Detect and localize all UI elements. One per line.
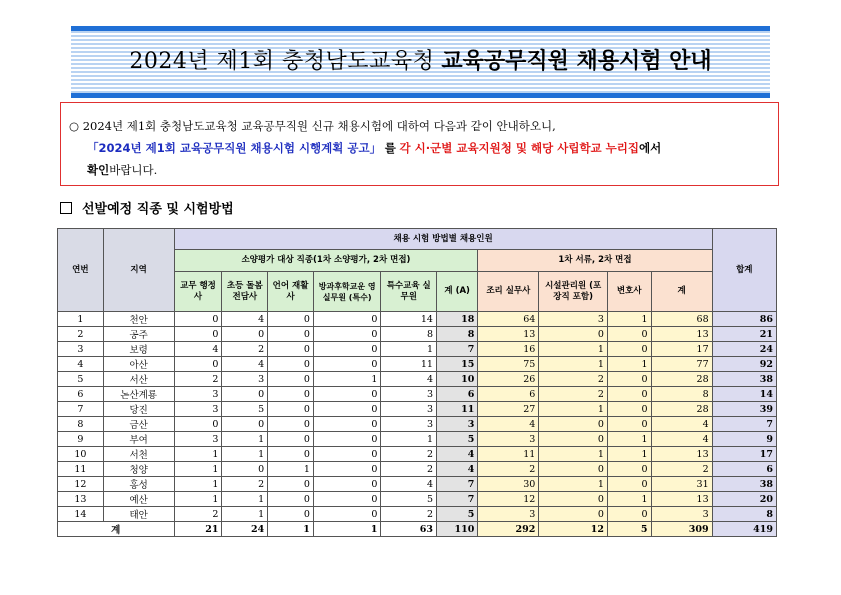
table-cell: 4 <box>651 432 712 447</box>
table-cell: 6 <box>712 462 776 477</box>
notice-confirm: 확인 <box>87 163 110 177</box>
table-cell: 1 <box>268 462 314 477</box>
total-cell: 24 <box>222 522 268 537</box>
table-cell: 3 <box>539 312 608 327</box>
row-number: 12 <box>58 477 104 492</box>
table-row <box>58 462 777 477</box>
table-cell: 0 <box>268 312 314 327</box>
table-cell: 38 <box>712 372 776 387</box>
header-region: 지역 <box>103 229 174 312</box>
table-cell: 3 <box>174 432 222 447</box>
table-cell: 4 <box>436 447 477 462</box>
row-region: 아산 <box>103 357 174 372</box>
table-cell: 10 <box>436 372 477 387</box>
table-cell: 92 <box>712 357 776 372</box>
table-cell: 7 <box>436 492 477 507</box>
table-cell: 8 <box>712 507 776 522</box>
table-cell: 0 <box>607 402 651 417</box>
table-row <box>58 402 777 417</box>
row-number: 11 <box>58 462 104 477</box>
table-cell: 6 <box>436 387 477 402</box>
table-row <box>58 327 777 342</box>
title-banner <box>71 26 770 98</box>
table-cell: 1 <box>539 402 608 417</box>
col-header: 초등 돌봄 전담사 <box>222 272 268 312</box>
table-cell: 0 <box>268 417 314 432</box>
table-cell: 7 <box>436 342 477 357</box>
table-cell: 0 <box>313 447 381 462</box>
total-cell: 1 <box>268 522 314 537</box>
row-number: 6 <box>58 387 104 402</box>
table-row <box>58 432 777 447</box>
table-cell: 0 <box>222 417 268 432</box>
table-cell: 2 <box>174 372 222 387</box>
table-cell: 5 <box>436 432 477 447</box>
row-number: 3 <box>58 342 104 357</box>
table-cell: 20 <box>712 492 776 507</box>
table-cell: 1 <box>607 432 651 447</box>
row-region: 부여 <box>103 432 174 447</box>
table-cell: 8 <box>381 327 437 342</box>
total-label: 계 <box>58 522 175 537</box>
table-cell: 3 <box>651 507 712 522</box>
table-cell: 2 <box>222 477 268 492</box>
row-region: 당진 <box>103 402 174 417</box>
table-cell: 1 <box>313 372 381 387</box>
row-region: 천안 <box>103 312 174 327</box>
row-region: 서산 <box>103 372 174 387</box>
table-cell: 1 <box>607 447 651 462</box>
notice-box <box>60 102 779 186</box>
col-header: 조리 실무사 <box>478 272 539 312</box>
page-title-plain: 2024년 제1회 충청남도교육청 <box>129 49 435 74</box>
row-region: 공주 <box>103 327 174 342</box>
table-cell: 0 <box>313 402 381 417</box>
table-cell: 0 <box>313 492 381 507</box>
table-cell: 2 <box>381 462 437 477</box>
website-reference: 각 시·군별 교육지원청 및 해당 사립학교 누리집 <box>399 141 639 155</box>
table-cell: 11 <box>436 402 477 417</box>
table-cell: 0 <box>313 462 381 477</box>
col-header: 시설관리원 (포장직 포함) <box>539 272 608 312</box>
table-cell: 0 <box>222 387 268 402</box>
table-cell: 3 <box>436 417 477 432</box>
table-cell: 0 <box>313 312 381 327</box>
table-cell: 7 <box>712 417 776 432</box>
table-cell: 13 <box>478 327 539 342</box>
table-cell: 0 <box>313 387 381 402</box>
table-cell: 0 <box>313 327 381 342</box>
table-cell: 1 <box>222 492 268 507</box>
table-cell: 7 <box>436 477 477 492</box>
table-cell: 0 <box>313 432 381 447</box>
table-cell: 0 <box>268 492 314 507</box>
header-total: 합계 <box>712 229 776 312</box>
row-number: 2 <box>58 327 104 342</box>
table-cell: 1 <box>174 492 222 507</box>
table-cell: 0 <box>268 447 314 462</box>
table-cell: 38 <box>712 477 776 492</box>
table-cell: 24 <box>712 342 776 357</box>
table-cell: 4 <box>174 342 222 357</box>
table-cell: 14 <box>381 312 437 327</box>
table-cell: 2 <box>381 447 437 462</box>
table-cell: 0 <box>539 432 608 447</box>
table-cell: 0 <box>174 417 222 432</box>
total-cell: 1 <box>313 522 381 537</box>
page-title <box>71 31 770 93</box>
notice-particle: 를 <box>384 141 396 155</box>
table-cell: 28 <box>651 402 712 417</box>
table-cell: 28 <box>651 372 712 387</box>
table-cell: 11 <box>381 357 437 372</box>
table-cell: 0 <box>539 462 608 477</box>
table-cell: 3 <box>381 417 437 432</box>
table-cell: 0 <box>607 372 651 387</box>
table-cell: 0 <box>174 327 222 342</box>
total-cell: 309 <box>651 522 712 537</box>
table-row <box>58 312 777 327</box>
total-cell: 110 <box>436 522 477 537</box>
table-cell: 1 <box>174 462 222 477</box>
table-cell: 0 <box>268 327 314 342</box>
table-cell: 77 <box>651 357 712 372</box>
table-row <box>58 372 777 387</box>
notice-line-1: ○ 2024년 제1회 충청남도교육청 교육공무직원 신규 채용시험에 대하여 다음과 같이 안내하오니, <box>69 119 556 133</box>
row-number: 8 <box>58 417 104 432</box>
table-cell: 13 <box>651 492 712 507</box>
table-cell: 0 <box>607 342 651 357</box>
row-number: 4 <box>58 357 104 372</box>
col-header: 언어 재활사 <box>268 272 314 312</box>
table-cell: 3 <box>222 372 268 387</box>
table-cell: 5 <box>222 402 268 417</box>
table-cell: 75 <box>478 357 539 372</box>
table-cell: 12 <box>478 492 539 507</box>
row-region: 태안 <box>103 507 174 522</box>
table-cell: 30 <box>478 477 539 492</box>
table-cell: 0 <box>268 357 314 372</box>
table-cell: 0 <box>268 507 314 522</box>
table-row <box>58 447 777 462</box>
table-cell: 2 <box>651 462 712 477</box>
table-cell: 0 <box>607 327 651 342</box>
table-cell: 17 <box>712 447 776 462</box>
header-method: 채용 시험 방법별 채용인원 <box>174 229 712 250</box>
recruitment-table <box>57 228 777 537</box>
total-cell: 63 <box>381 522 437 537</box>
row-number: 5 <box>58 372 104 387</box>
table-cell: 3 <box>174 387 222 402</box>
table-cell: 0 <box>607 387 651 402</box>
table-cell: 1 <box>607 357 651 372</box>
table-cell: 1 <box>222 507 268 522</box>
table-cell: 1 <box>607 312 651 327</box>
table-cell: 0 <box>222 462 268 477</box>
header-group-document: 1차 서류, 2차 면접 <box>478 250 712 272</box>
table-cell: 6 <box>478 387 539 402</box>
table-cell: 0 <box>174 357 222 372</box>
table-cell: 5 <box>436 507 477 522</box>
table-cell: 0 <box>268 342 314 357</box>
col-header: 변호사 <box>607 272 651 312</box>
total-row <box>58 522 777 537</box>
table-cell: 0 <box>539 507 608 522</box>
table-cell: 2 <box>222 342 268 357</box>
table-cell: 3 <box>478 432 539 447</box>
table-cell: 64 <box>478 312 539 327</box>
table-cell: 0 <box>313 477 381 492</box>
table-cell: 21 <box>712 327 776 342</box>
page-title-bold: 교육공무직원 채용시험 안내 <box>441 49 712 74</box>
table-cell: 31 <box>651 477 712 492</box>
table-cell: 0 <box>313 357 381 372</box>
table-cell: 0 <box>607 507 651 522</box>
table-cell: 0 <box>539 417 608 432</box>
table-cell: 5 <box>381 492 437 507</box>
row-region: 홍성 <box>103 477 174 492</box>
row-number: 1 <box>58 312 104 327</box>
table-cell: 4 <box>478 417 539 432</box>
table-cell: 0 <box>607 477 651 492</box>
table-cell: 9 <box>712 432 776 447</box>
table-cell: 0 <box>268 402 314 417</box>
table-cell: 4 <box>381 477 437 492</box>
table-cell: 8 <box>651 387 712 402</box>
col-header: 방과후학교운 영실무원 (특수) <box>313 272 381 312</box>
table-row <box>58 477 777 492</box>
total-cell: 419 <box>712 522 776 537</box>
notice-line-2 <box>69 137 770 159</box>
total-cell: 5 <box>607 522 651 537</box>
total-cell: 21 <box>174 522 222 537</box>
table-cell: 0 <box>539 492 608 507</box>
table-cell: 86 <box>712 312 776 327</box>
col-header: 교무 행정사 <box>174 272 222 312</box>
table-cell: 1 <box>222 447 268 462</box>
table-cell: 1 <box>381 342 437 357</box>
table-cell: 4 <box>222 312 268 327</box>
col-header: 계 (A) <box>436 272 477 312</box>
table-row <box>58 417 777 432</box>
table-cell: 18 <box>436 312 477 327</box>
table-cell: 4 <box>651 417 712 432</box>
table-cell: 3 <box>381 402 437 417</box>
row-number: 10 <box>58 447 104 462</box>
table-cell: 0 <box>268 372 314 387</box>
table-cell: 2 <box>539 372 608 387</box>
table-cell: 2 <box>478 462 539 477</box>
table-row <box>58 357 777 372</box>
table-cell: 0 <box>222 327 268 342</box>
row-number: 14 <box>58 507 104 522</box>
col-header: 계 <box>651 272 712 312</box>
row-number: 9 <box>58 432 104 447</box>
announcement-title: 「2024년 제1회 교육공무직원 채용시험 시행계획 공고」 <box>87 141 382 155</box>
table-cell: 1 <box>174 447 222 462</box>
notice-line-3 <box>69 159 770 181</box>
total-cell: 12 <box>539 522 608 537</box>
notice-particle-end: 에서 <box>639 141 662 155</box>
table-cell: 4 <box>436 462 477 477</box>
row-region: 보령 <box>103 342 174 357</box>
table-cell: 0 <box>174 312 222 327</box>
table-cell: 0 <box>607 462 651 477</box>
table-cell: 0 <box>313 417 381 432</box>
table-cell: 2 <box>381 507 437 522</box>
table-cell: 27 <box>478 402 539 417</box>
table-cell: 1 <box>539 477 608 492</box>
table-cell: 0 <box>268 477 314 492</box>
section-title: 선발예정 직종 및 시험방법 <box>82 202 234 217</box>
checkbox-bullet-icon <box>60 202 72 214</box>
table-cell: 1 <box>607 492 651 507</box>
table-cell: 39 <box>712 402 776 417</box>
table-cell: 1 <box>381 432 437 447</box>
table-cell: 4 <box>381 372 437 387</box>
row-region: 금산 <box>103 417 174 432</box>
table-cell: 1 <box>222 432 268 447</box>
table-cell: 1 <box>539 342 608 357</box>
col-header: 특수교육 실무원 <box>381 272 437 312</box>
table-cell: 4 <box>222 357 268 372</box>
section-heading <box>60 198 234 217</box>
row-region: 예산 <box>103 492 174 507</box>
notice-request: 바랍니다. <box>109 163 158 177</box>
table-cell: 13 <box>651 447 712 462</box>
table-cell: 11 <box>478 447 539 462</box>
table-cell: 14 <box>712 387 776 402</box>
row-number: 13 <box>58 492 104 507</box>
table-cell: 16 <box>478 342 539 357</box>
table-row <box>58 492 777 507</box>
table-cell: 17 <box>651 342 712 357</box>
table-row <box>58 387 777 402</box>
table-cell: 2 <box>539 387 608 402</box>
table-row <box>58 507 777 522</box>
banner-bottom-bar <box>71 93 770 98</box>
table-cell: 2 <box>174 507 222 522</box>
table-cell: 1 <box>174 477 222 492</box>
row-region: 청양 <box>103 462 174 477</box>
table-cell: 1 <box>539 447 608 462</box>
table-cell: 0 <box>539 327 608 342</box>
header-group-aptitude: 소양평가 대상 직종(1차 소양평가, 2차 면접) <box>174 250 478 272</box>
header-no: 연번 <box>58 229 104 312</box>
table-cell: 3 <box>174 402 222 417</box>
table-cell: 26 <box>478 372 539 387</box>
table-body <box>58 312 777 537</box>
table-cell: 3 <box>478 507 539 522</box>
table-cell: 0 <box>268 432 314 447</box>
row-number: 7 <box>58 402 104 417</box>
table-cell: 3 <box>381 387 437 402</box>
table-cell: 15 <box>436 357 477 372</box>
row-region: 서천 <box>103 447 174 462</box>
table-cell: 13 <box>651 327 712 342</box>
table-cell: 0 <box>313 507 381 522</box>
table-cell: 8 <box>436 327 477 342</box>
table-cell: 0 <box>607 417 651 432</box>
table-cell: 1 <box>539 357 608 372</box>
total-cell: 292 <box>478 522 539 537</box>
table-cell: 68 <box>651 312 712 327</box>
table-row <box>58 342 777 357</box>
table-cell: 0 <box>313 342 381 357</box>
table-cell: 0 <box>268 387 314 402</box>
row-region: 논산계룡 <box>103 387 174 402</box>
